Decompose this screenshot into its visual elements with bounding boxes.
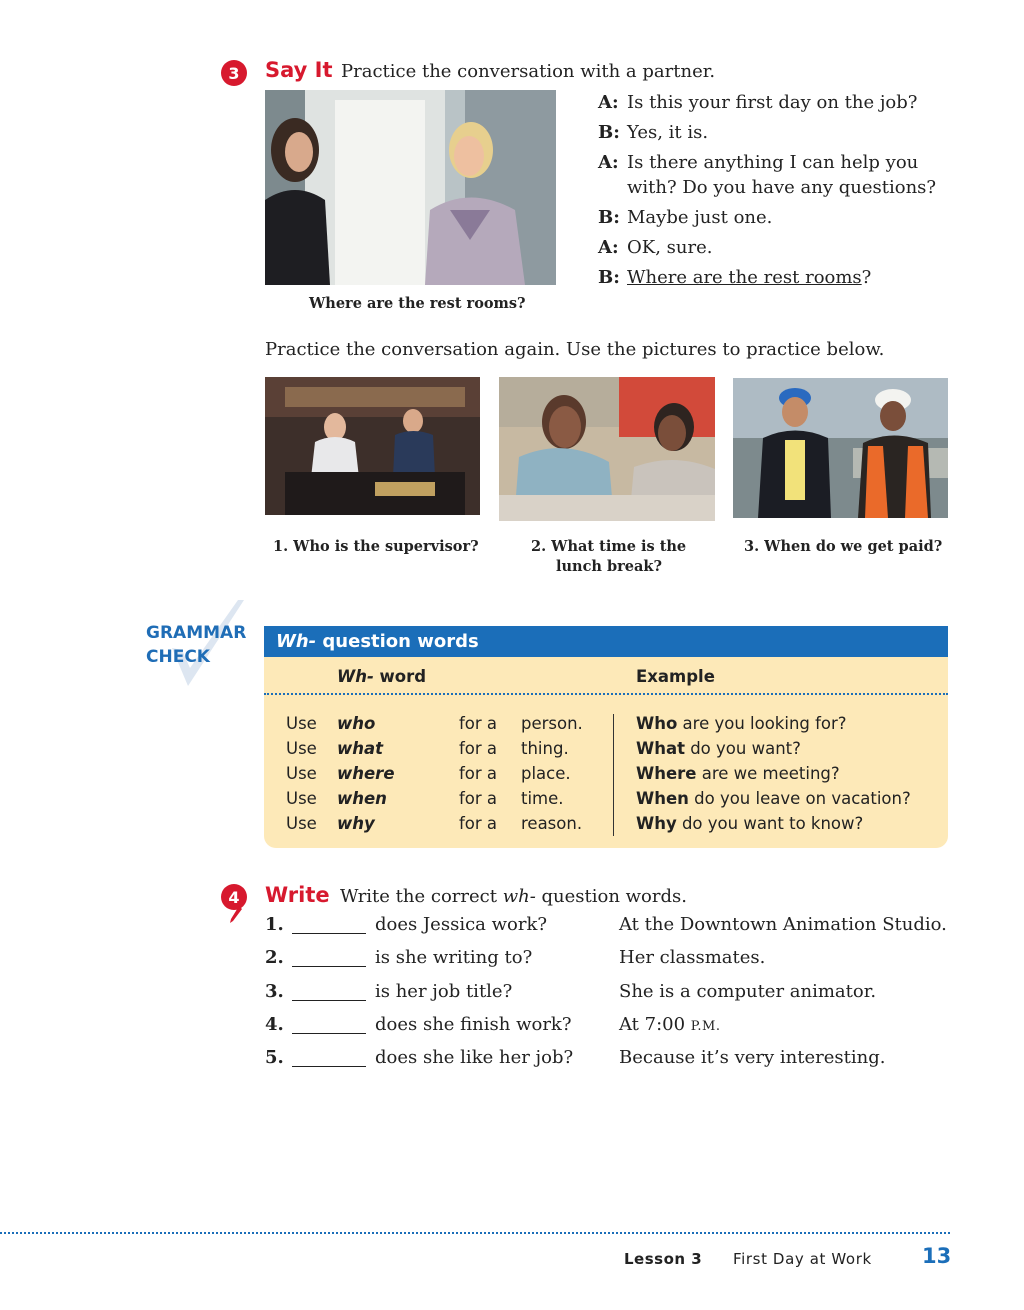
speaker-label: A:: [598, 237, 619, 258]
dialogue-text: Is this your first day on the job?: [627, 92, 918, 113]
column-header-wh-word: [337, 667, 426, 686]
main-conversation-photo: [265, 90, 556, 285]
word-use: reason.: [521, 814, 583, 833]
answer-blank[interactable]: [292, 1033, 366, 1034]
dialogue-text: [627, 265, 943, 290]
speaker-label: B:: [598, 207, 620, 228]
for-label: for a: [459, 764, 498, 783]
item-question: does she like her job?: [375, 1047, 574, 1068]
dialogue-text: Yes, it is.: [627, 122, 709, 143]
exercise-item: [265, 947, 955, 977]
grammar-row: [264, 789, 948, 814]
grammar-label-line-2: CHECK: [146, 647, 210, 667]
answer-blank[interactable]: [292, 966, 366, 967]
dialogue-line: [598, 265, 943, 290]
item-answer: Because it’s very interesting.: [619, 1047, 886, 1068]
dialogue-line: [598, 120, 943, 145]
picture-1-caption: 1. Who is the supervisor?: [273, 538, 479, 555]
picture-2-caption-line-2: lunch break?: [556, 558, 662, 575]
word-use: thing.: [521, 739, 569, 758]
item-question: does she finish work?: [375, 1014, 572, 1035]
dialogue-line: [598, 235, 943, 260]
picture-2-caption-line-1: 2. What time is the: [531, 538, 687, 555]
answer-blank[interactable]: [292, 933, 366, 934]
wh-word: when: [337, 789, 387, 808]
section-3-title: Say It: [265, 58, 333, 82]
answer-text: At 7:00: [619, 1014, 691, 1035]
item-number: 4.: [265, 1014, 284, 1035]
section-3-instruction: Practice the conversation with a partner.: [341, 61, 716, 82]
item-answer: [619, 1014, 720, 1035]
speaker-label: A:: [598, 92, 619, 113]
speaker-label: A:: [598, 152, 619, 173]
wh-word: why: [337, 814, 375, 833]
dialogue-text: OK, sure.: [627, 237, 713, 258]
example-rest: do you want to know?: [676, 814, 864, 833]
item-number: 5.: [265, 1047, 284, 1068]
grammar-row: [264, 739, 948, 764]
grammar-divider: [264, 693, 948, 695]
speaker-label: B:: [598, 267, 620, 288]
example-rest: are you looking for?: [677, 714, 847, 733]
example-wh-word: Who: [636, 714, 678, 733]
example-rest: do you leave on vacation?: [688, 789, 911, 808]
main-photo-caption: Where are the rest rooms?: [309, 295, 526, 312]
question-mark: ?: [861, 267, 872, 288]
item-answer: At the Downtown Animation Studio.: [619, 914, 947, 935]
item-question: does Jessica work?: [375, 914, 548, 935]
speaker-label: B:: [598, 122, 620, 143]
grammar-row: [264, 814, 948, 839]
dialogue-line: [598, 150, 943, 200]
exercise-item: [265, 1047, 955, 1077]
section-4-number: 4: [221, 884, 247, 910]
practice-photo-lunch-break: [499, 377, 715, 521]
for-label: for a: [459, 814, 498, 833]
exercise-item: [265, 981, 955, 1011]
example-wh-word: Why: [636, 814, 677, 833]
wh-word: what: [337, 739, 384, 758]
use-label: Use: [286, 714, 317, 733]
section-4-instruction: [340, 886, 687, 907]
item-number: 3.: [265, 981, 284, 1002]
example-wh-word: What: [636, 739, 685, 758]
col-word-rest: word: [373, 667, 427, 686]
practice-again-instruction: Practice the conversation again. Use the pictures to practice below.: [265, 339, 885, 360]
instruction-post: question words.: [535, 886, 687, 907]
footer-divider: [0, 1232, 950, 1234]
grammar-check-label: [146, 621, 246, 669]
for-label: for a: [459, 714, 498, 733]
footer-lesson: Lesson 3: [624, 1250, 703, 1268]
grammar-box-title: [264, 626, 948, 657]
exercise-item: [265, 1014, 955, 1044]
dialogue-line: [598, 90, 943, 115]
picture-3-caption: 3. When do we get paid?: [744, 538, 943, 555]
instruction-italic: wh-: [502, 886, 536, 907]
example-rest: do you want?: [684, 739, 801, 758]
dialogue: [598, 90, 943, 295]
underlined-question: Where are the rest rooms: [627, 267, 862, 288]
word-use: place.: [521, 764, 571, 783]
item-answer: Her classmates.: [619, 947, 766, 968]
instruction-pre: Write the correct: [340, 886, 503, 907]
exercise-item: [265, 914, 955, 944]
wh-word: where: [337, 764, 395, 783]
item-answer: She is a computer animator.: [619, 981, 877, 1002]
grammar-row: [264, 764, 948, 789]
answer-blank[interactable]: [292, 1066, 366, 1067]
answer-blank[interactable]: [292, 1000, 366, 1001]
page-number: 13: [922, 1244, 952, 1268]
title-rest: question words: [316, 631, 479, 652]
grammar-row: [264, 714, 948, 739]
column-header-example: Example: [636, 667, 715, 686]
section-3-number: 3: [221, 60, 247, 86]
dialogue-text: Is there anything I can help you with? Do you have any questions?: [627, 152, 937, 198]
col-word-italic: Wh-: [337, 667, 374, 686]
use-label: Use: [286, 739, 317, 758]
answer-small-caps: P.M.: [690, 1019, 721, 1034]
use-label: Use: [286, 789, 317, 808]
use-label: Use: [286, 764, 317, 783]
practice-photo-get-paid: [733, 378, 948, 518]
example-wh-word: Where: [636, 764, 697, 783]
item-question: is her job title?: [375, 981, 513, 1002]
word-use: time.: [521, 789, 564, 808]
footer-title: First Day at Work: [733, 1250, 872, 1268]
item-number: 1.: [265, 914, 284, 935]
grammar-label-line-1: GRAMMAR: [146, 623, 247, 643]
dialogue-line: [598, 205, 943, 230]
example-rest: are we meeting?: [696, 764, 840, 783]
item-question: is she writing to?: [375, 947, 533, 968]
dialogue-text: Maybe just one.: [627, 207, 773, 228]
wh-word: who: [337, 714, 376, 733]
item-number: 2.: [265, 947, 284, 968]
section-4-title: Write: [265, 883, 330, 907]
for-label: for a: [459, 739, 498, 758]
use-label: Use: [286, 814, 317, 833]
title-italic: Wh-: [276, 631, 317, 652]
example-wh-word: When: [636, 789, 689, 808]
word-use: person.: [521, 714, 583, 733]
for-label: for a: [459, 789, 498, 808]
practice-photo-supervisor: [265, 377, 480, 515]
pencil-icon: [229, 906, 243, 924]
